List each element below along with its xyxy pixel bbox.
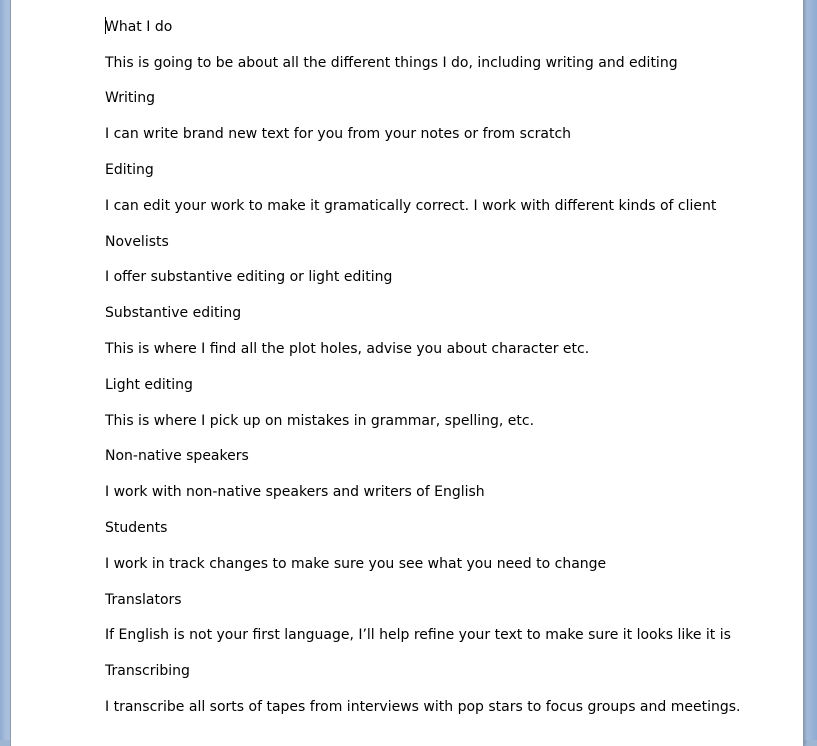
paragraph-writing-text[interactable]: I can write brand new text for you from your notes or from scratch (105, 126, 572, 142)
paragraph-transcribing-text[interactable]: I transcribe all sorts of tapes from interviews with pop stars to focus groups and meetings. (105, 699, 741, 715)
paragraph-heading-editing[interactable]: Editing (105, 162, 154, 178)
paragraph-translators-text[interactable]: If English is not your first language, I’ll help refine your text to make sure it looks like it is (105, 627, 731, 643)
paragraph-heading-substantive-editing[interactable]: Substantive editing (105, 305, 242, 321)
paragraph-non-native-speakers-text[interactable]: I work with non-native speakers and writers of English (105, 484, 485, 500)
paragraph-heading-students[interactable]: Students (105, 520, 168, 536)
paragraph-heading-what-i-do[interactable]: What I do (105, 19, 173, 35)
paragraph-heading-translators[interactable]: Translators (105, 592, 182, 608)
paragraph-light-editing-text[interactable]: This is where I pick up on mistakes in grammar, spelling, etc. (105, 413, 535, 429)
paragraph-heading-novelists[interactable]: Novelists (105, 234, 169, 250)
document-page[interactable] (11, 0, 803, 746)
paragraph-novelists-text[interactable]: I offer substantive editing or light editing (105, 269, 393, 285)
paragraph-heading-writing[interactable]: Writing (105, 90, 155, 106)
paragraph-students-text[interactable]: I work in track changes to make sure you see what you need to change (105, 556, 607, 572)
paragraph-heading-light-editing[interactable]: Light editing (105, 377, 193, 393)
paragraph-heading-non-native-speakers[interactable]: Non-native speakers (105, 448, 249, 464)
paragraph-intro[interactable]: This is going to be about all the different things I do, including writing and editing (105, 55, 678, 71)
paragraph-heading-transcribing[interactable]: Transcribing (105, 663, 190, 679)
paragraph-editing-text[interactable]: I can edit your work to make it gramatically correct. I work with different kinds of client (105, 198, 717, 214)
paragraph-substantive-editing-text[interactable]: This is where I find all the plot holes, advise you about character etc. (105, 341, 590, 357)
